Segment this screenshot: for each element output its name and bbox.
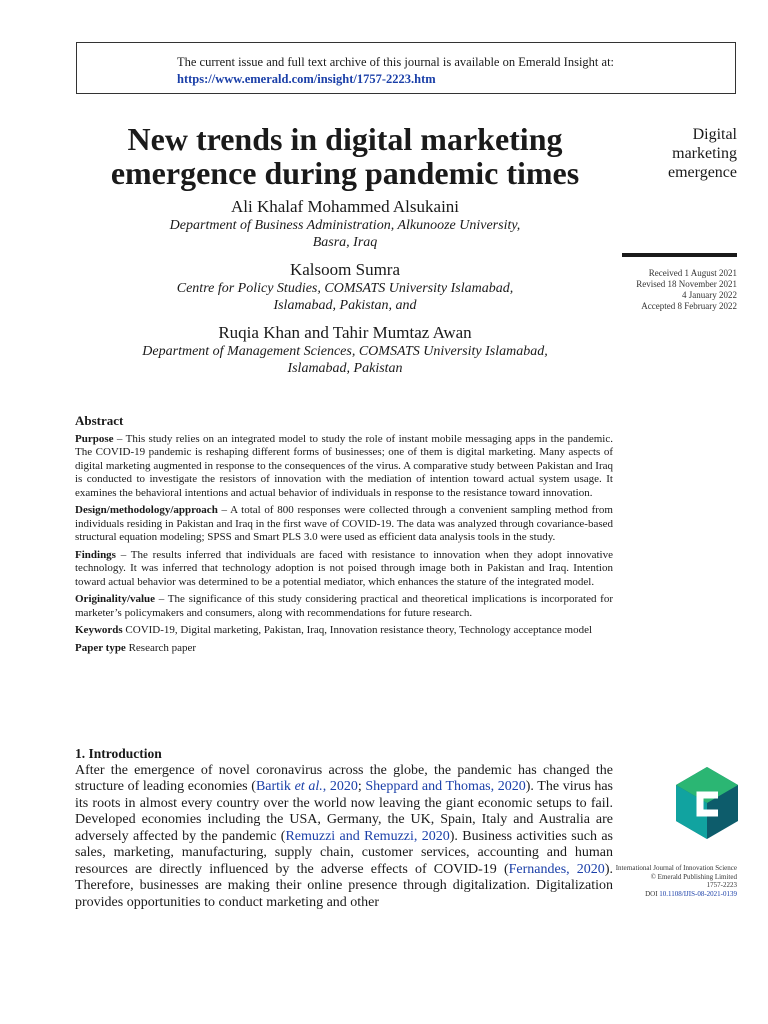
doi-label: DOI [645,889,660,898]
running-title-line: marketing [672,145,737,162]
citation-link[interactable] [256,779,358,794]
running-title [620,125,737,182]
citation-separator: ; [357,779,366,794]
design-text: – A total of 800 responses were collected through a convenient sampling method from individuals residing in Pakistan and Iraq in the first wave of COVID-19. The data was analyzed through covariance-based structural equation modeling; SPSS and Smart PLS 3.0 were used as efficient data analysis tools in the study. [75,504,613,543]
abstract-heading: Abstract [75,413,124,428]
paper-type-label: Paper type [75,641,126,654]
abstract-section [75,414,613,659]
design-label: Design/methodology/approach [75,504,218,516]
running-title-line: emergence [668,164,737,181]
journal-issn: 1757-2223 [706,881,737,889]
author-affiliation: Department of Business Administration, Alkunooze University, [169,218,521,233]
author-name: Ali Khalaf Mohammed Alsukaini [230,197,460,216]
revised-date: Revised 18 November 2021 [636,279,737,289]
paper-type [75,642,613,656]
abstract-design [75,504,613,545]
accepted-date: Accepted 8 February 2022 [641,301,737,311]
intro-text: ). Business activities such as sales, marketing, manufacturing, supply chain, customer services, accounting and human resources are directly influenced by the adverse effects of COVID-19 ( [75,828,613,877]
article-history [600,268,737,312]
author-name: Kalsoom Sumra [289,260,401,279]
running-title-line: Digital [692,126,737,143]
intro-text: ). Therefore, businesses are making their online presence through digitalization. Digitalization provides opportunities to conduct marketing and other [75,861,613,910]
abstract-purpose [75,433,613,501]
revised-date-2: 4 January 2022 [682,290,737,300]
publisher-copyright: © Emerald Publishing Limited [650,872,737,881]
citation-link[interactable]: Fernandes, 2020 [508,861,605,877]
abstract-findings [75,549,613,590]
originality-text: – The significance of this study considering practical and theoretical implications is incorporated for marketer’s policymakers and consumers, along with recommendations for future research. [75,593,613,619]
author-affiliation: Islamabad, Pakistan, and [273,298,417,313]
intro-text: ). The virus has its roots in almost every country over the world now leaving the giant economic setups to fail. Developed economies including the USA, Germany, the UK, Spain, Italy and Australia are adversely affected by the pandemic ( [75,779,613,844]
author-affiliation: Islamabad, Pakistan [287,361,403,376]
author-block [76,197,614,377]
keywords-label: Keywords [75,624,123,636]
findings-label: Findings [75,548,116,561]
citation-link[interactable]: Remuzzi and Remuzzi, 2020 [285,828,450,844]
journal-name: International Journal of Innovation Science [615,864,737,872]
side-divider [622,253,737,257]
intro-text: After the emergence of novel coronavirus across the globe, the pandemic has changed the structure of leading economies ( [75,762,613,794]
title-line-2: emergence during pandemic times [110,155,580,191]
citation-year: , 2020 [322,779,358,794]
author-affiliation: Department of Management Sciences, COMSATS University Islamabad, [142,344,548,359]
access-notice-text: The current issue and full text archive of this journal is available on Emerald Insight at: [177,55,615,69]
introduction-heading: 1. Introduction [75,746,162,761]
journal-access-notice [76,42,736,94]
article-title [76,122,614,190]
title-line-1: New trends in digital marketing [127,121,563,157]
doi-link[interactable]: 10.1108/IJIS-08-2021-0139 [659,889,737,898]
journal-url-link[interactable]: https://www.emerald.com/insight/1757-2223.htm [177,72,436,86]
article-doi [600,890,737,899]
citation-text: Bartik [255,779,295,794]
originality-label: Originality/value [75,593,156,605]
purpose-label: Purpose [75,432,114,445]
paper-type-text: Research paper [125,641,197,654]
findings-text: – The results inferred that individuals are faced with resistance to innovation when they adopt innovative technology. It was inferred that technology adoption is not poised through image both in Pakistan and Iraq. Intention toward actual behavior was determined to be a potential mediator, which enhances the stature of the integrated model. [75,548,613,588]
author-affiliation: Basra, Iraq [312,235,378,250]
citation-etal: et al. [294,779,323,794]
keywords [75,624,613,638]
received-date: Received 1 August 2021 [648,268,737,278]
purpose-text: – This study relies on an integrated model to study the role of instant mobile messaging apps in the pandemic. The COVID-19 pandemic is reshaping different forms of businesses; one of them is digital marketing. Many aspects of digital marketing augmented in response to the consequences of the virus. A comparative study between Pakistan and Iraq is conducted to investigate the resistors of innovation with the mediation of intention toward actual system usage. It examines the behavioral intentions and actual behavior of individuals in response to the resistance toward innovation. [75,432,613,499]
introduction-section [75,746,613,911]
publisher-logo-icon [674,765,740,841]
journal-info [600,864,737,898]
citation-link[interactable]: Sheppard and Thomas, 2020 [365,779,526,794]
abstract-originality [75,593,613,620]
author-affiliation: Centre for Policy Studies, COMSATS University Islamabad, [176,281,514,296]
introduction-paragraph [75,763,613,912]
keywords-text: COVID-19, Digital marketing, Pakistan, Iraq, Innovation resistance theory, Technology acceptance model [122,624,593,636]
author-name: Ruqia Khan and Tahir Mumtaz Awan [218,323,472,342]
